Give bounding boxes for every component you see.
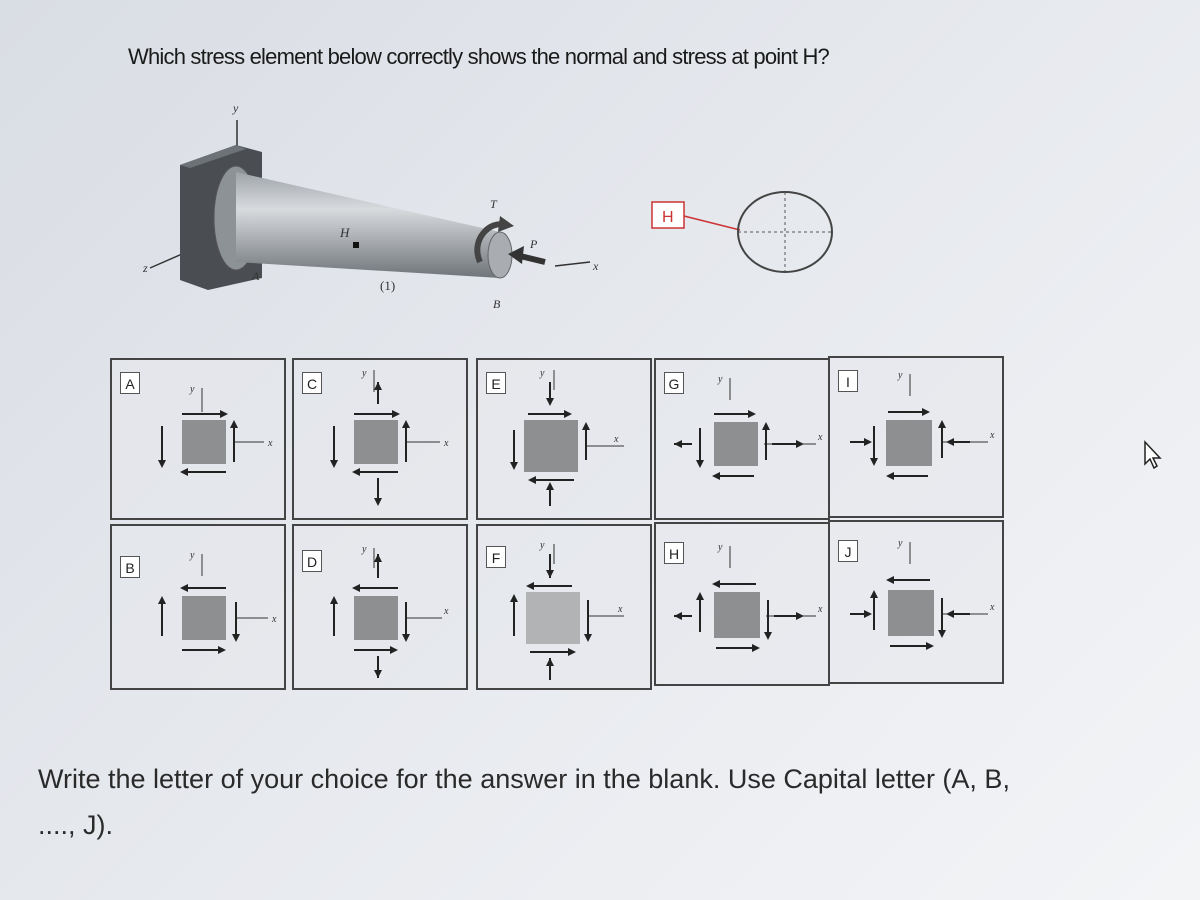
h-label: H bbox=[340, 225, 350, 240]
x-axis-label: x bbox=[593, 259, 599, 273]
stress-element-b bbox=[112, 526, 288, 692]
svg-text:x: x bbox=[990, 430, 995, 441]
svg-text:y: y bbox=[190, 550, 195, 561]
option-letter: J bbox=[838, 540, 858, 562]
option-d[interactable] bbox=[292, 524, 468, 690]
svg-text:x: x bbox=[614, 434, 619, 445]
torque-label: T bbox=[490, 197, 497, 211]
svg-text:y: y bbox=[898, 370, 903, 381]
option-i[interactable] bbox=[828, 356, 1004, 518]
a-label: A bbox=[252, 269, 260, 283]
option-f[interactable] bbox=[476, 524, 652, 690]
option-letter: A bbox=[120, 372, 140, 394]
option-letter: H bbox=[664, 542, 684, 564]
stress-element-g bbox=[656, 360, 832, 522]
option-letter: G bbox=[664, 372, 684, 394]
stress-element-f bbox=[478, 526, 654, 692]
option-letter: B bbox=[120, 556, 140, 578]
option-g[interactable] bbox=[654, 358, 830, 520]
z-axis-label: z bbox=[143, 261, 148, 275]
svg-text:x: x bbox=[818, 604, 823, 615]
svg-text:x: x bbox=[272, 614, 277, 625]
option-h[interactable] bbox=[654, 522, 830, 686]
stress-element-i bbox=[830, 358, 1006, 520]
svg-text:y: y bbox=[190, 384, 195, 395]
svg-text:y: y bbox=[718, 542, 723, 553]
force-p-label: P bbox=[530, 237, 538, 251]
stress-element-e bbox=[478, 360, 654, 522]
option-letter: E bbox=[486, 372, 506, 394]
option-letter: I bbox=[838, 370, 858, 392]
b-label: B bbox=[493, 297, 501, 311]
svg-text:x: x bbox=[990, 602, 995, 613]
point-h-box-label: H bbox=[662, 209, 674, 226]
y-axis-label: y bbox=[233, 101, 239, 115]
svg-text:y: y bbox=[540, 368, 545, 379]
point-h-marker bbox=[353, 242, 359, 248]
mouse-cursor-icon bbox=[1140, 440, 1164, 470]
svg-text:x: x bbox=[818, 432, 823, 443]
force-p-arrow bbox=[520, 256, 545, 262]
svg-text:y: y bbox=[540, 540, 545, 551]
stress-element-j bbox=[830, 522, 1006, 686]
svg-text:y: y bbox=[718, 374, 723, 385]
question-text: Which stress element below correctly shows the normal and stress at point H? bbox=[128, 44, 829, 69]
svg-text:y: y bbox=[362, 368, 367, 379]
svg-text:x: x bbox=[618, 604, 623, 615]
svg-text:y: y bbox=[362, 544, 367, 555]
option-b[interactable] bbox=[110, 524, 286, 690]
option-j[interactable] bbox=[828, 520, 1004, 684]
options-grid bbox=[108, 356, 1000, 690]
member-label: (1) bbox=[380, 278, 396, 293]
svg-text:y: y bbox=[898, 538, 903, 549]
svg-text:x: x bbox=[268, 438, 273, 449]
instructions-text: Write the letter of your choice for the answer in the blank. Use Capital letter (A, B, ...., J). bbox=[38, 764, 1010, 840]
stress-element-a bbox=[112, 360, 288, 522]
option-c[interactable] bbox=[292, 358, 468, 520]
stress-element-h bbox=[656, 524, 832, 688]
x-axis bbox=[555, 262, 590, 266]
svg-text:x: x bbox=[444, 606, 449, 617]
option-letter: D bbox=[302, 550, 322, 572]
shaft bbox=[236, 172, 500, 278]
option-a[interactable] bbox=[110, 358, 286, 520]
stress-element-d bbox=[294, 526, 470, 692]
option-e[interactable] bbox=[476, 358, 652, 520]
svg-text:x: x bbox=[444, 438, 449, 449]
stress-element-c bbox=[294, 360, 470, 522]
option-letter: C bbox=[302, 372, 322, 394]
shaft-figure bbox=[0, 0, 1200, 340]
option-letter: F bbox=[486, 546, 506, 568]
